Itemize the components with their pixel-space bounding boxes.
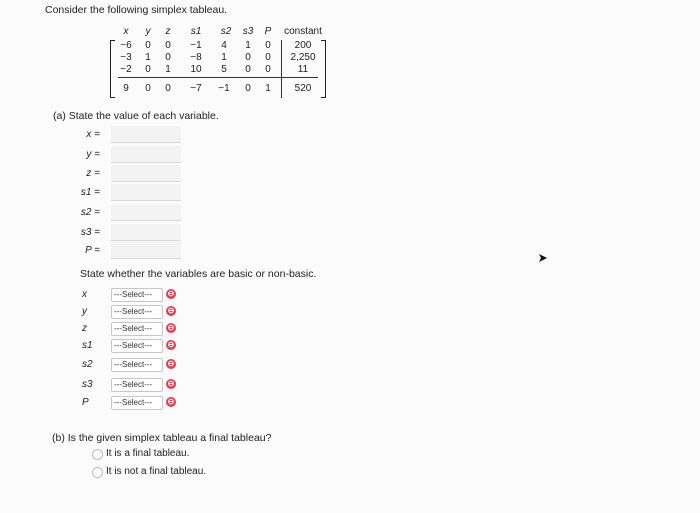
var-label-y: y =: [86, 149, 100, 160]
cell-r3-z: 0: [165, 83, 171, 94]
basic-nonbasic-prompt: State whether the variables are basic or non-basic.: [80, 268, 317, 280]
cell-r0-p: 0: [265, 40, 271, 51]
p-value-input[interactable]: [111, 242, 181, 259]
cell-r0-x: −6: [120, 40, 132, 51]
header-s2: s2: [220, 26, 232, 37]
cell-r1-s1: −8: [190, 52, 202, 63]
part-a-instruction: (a) State the value of each variable.: [53, 110, 219, 122]
y-value-input[interactable]: [111, 146, 181, 163]
select-box[interactable]: ---Select---: [111, 322, 163, 336]
cell-r2-s3: 0: [245, 64, 251, 75]
cell-r0-const: 200: [294, 40, 312, 51]
s3-value-input[interactable]: [111, 224, 181, 241]
cell-r3-s3: 0: [245, 83, 251, 94]
var-label-p: P =: [85, 245, 100, 256]
final-tableau-label[interactable]: It is a final tableau.: [106, 448, 190, 459]
s2-basic-select[interactable]: [111, 358, 175, 372]
info-icon[interactable]: ⊖: [167, 306, 175, 315]
cell-r2-const: 11: [297, 64, 309, 75]
info-icon[interactable]: ⊖: [167, 340, 175, 349]
cell-r2-y: 0: [145, 64, 151, 75]
info-icon[interactable]: ⊖: [167, 359, 175, 368]
basic-label-s1: s1: [82, 340, 93, 351]
x-value-input[interactable]: [111, 126, 181, 143]
simplex-tableau: [110, 26, 326, 98]
cursor-icon: [538, 253, 548, 263]
header-constant: constant: [284, 26, 322, 37]
y-basic-select[interactable]: [111, 305, 175, 319]
cell-r2-s2: 5: [221, 64, 227, 75]
cell-r0-y: 0: [145, 40, 151, 51]
s1-basic-select[interactable]: [111, 339, 175, 353]
cell-r1-s3: 0: [245, 52, 251, 63]
not-final-tableau-label[interactable]: It is not a final tableau.: [106, 466, 207, 477]
cell-r1-x: −3: [120, 52, 132, 63]
cell-r1-p: 0: [265, 52, 271, 63]
s3-basic-select[interactable]: [111, 378, 175, 392]
basic-label-z: z: [82, 323, 87, 334]
info-icon[interactable]: ⊖: [167, 289, 175, 298]
info-icon[interactable]: ⊖: [167, 397, 175, 406]
tableau-objective-line: [118, 77, 318, 78]
cell-r1-const: 2,250: [290, 52, 316, 63]
question-prompt: Consider the following simplex tableau.: [45, 4, 228, 16]
var-label-x: x =: [86, 129, 100, 140]
not-final-tableau-radio[interactable]: [92, 467, 103, 478]
var-label-z: z =: [86, 168, 100, 179]
cell-r3-x: 9: [123, 83, 129, 94]
cell-r3-s2: −1: [218, 83, 230, 94]
cell-r1-y: 1: [145, 52, 151, 63]
info-icon[interactable]: ⊖: [167, 379, 175, 388]
select-box[interactable]: ---Select---: [111, 396, 163, 410]
select-box[interactable]: ---Select---: [111, 358, 163, 372]
select-box[interactable]: ---Select---: [111, 305, 163, 319]
cell-r0-z: 0: [165, 40, 171, 51]
header-x: x: [123, 26, 129, 37]
select-box[interactable]: ---Select---: [111, 288, 163, 302]
header-z: z: [165, 26, 171, 37]
var-label-s1: s1 =: [80, 187, 100, 198]
cell-r1-s2: 1: [221, 52, 227, 63]
left-bracket: [110, 40, 115, 98]
cell-r2-x: −2: [120, 64, 132, 75]
cell-r3-const: 520: [294, 83, 312, 94]
header-s3: s3: [242, 26, 254, 37]
x-basic-select[interactable]: [111, 288, 175, 302]
basic-label-x: x: [82, 289, 87, 300]
var-label-s2: s2 =: [80, 207, 100, 218]
select-box[interactable]: ---Select---: [111, 339, 163, 353]
basic-label-s3: s3: [82, 379, 93, 390]
cell-r0-s1: −1: [190, 40, 202, 51]
basic-label-p: P: [82, 397, 89, 408]
header-s1: s1: [190, 26, 202, 37]
s1-value-input[interactable]: [111, 184, 181, 201]
header-p: P: [264, 26, 272, 37]
cell-r3-p: 1: [265, 83, 271, 94]
cell-r3-y: 0: [145, 83, 151, 94]
info-icon[interactable]: ⊖: [167, 323, 175, 332]
s2-value-input[interactable]: [111, 204, 181, 221]
cell-r2-z: 1: [165, 64, 171, 75]
cell-r0-s3: 1: [245, 40, 251, 51]
var-label-s3: s3 =: [80, 227, 100, 238]
select-box[interactable]: ---Select---: [111, 378, 163, 392]
z-value-input[interactable]: [111, 165, 181, 182]
cell-r2-s1: 10: [190, 64, 202, 75]
basic-label-y: y: [82, 306, 87, 317]
z-basic-select[interactable]: [111, 322, 175, 336]
final-tableau-radio[interactable]: [92, 449, 103, 460]
cell-r0-s2: 4: [221, 40, 227, 51]
basic-label-s2: s2: [82, 359, 93, 370]
part-b-question: (b) Is the given simplex tableau a final tableau?: [52, 432, 272, 444]
cell-r3-s1: −7: [190, 83, 202, 94]
cell-r2-p: 0: [265, 64, 271, 75]
header-y: y: [145, 26, 151, 37]
cell-r1-z: 0: [165, 52, 171, 63]
p-basic-select[interactable]: [111, 396, 175, 410]
